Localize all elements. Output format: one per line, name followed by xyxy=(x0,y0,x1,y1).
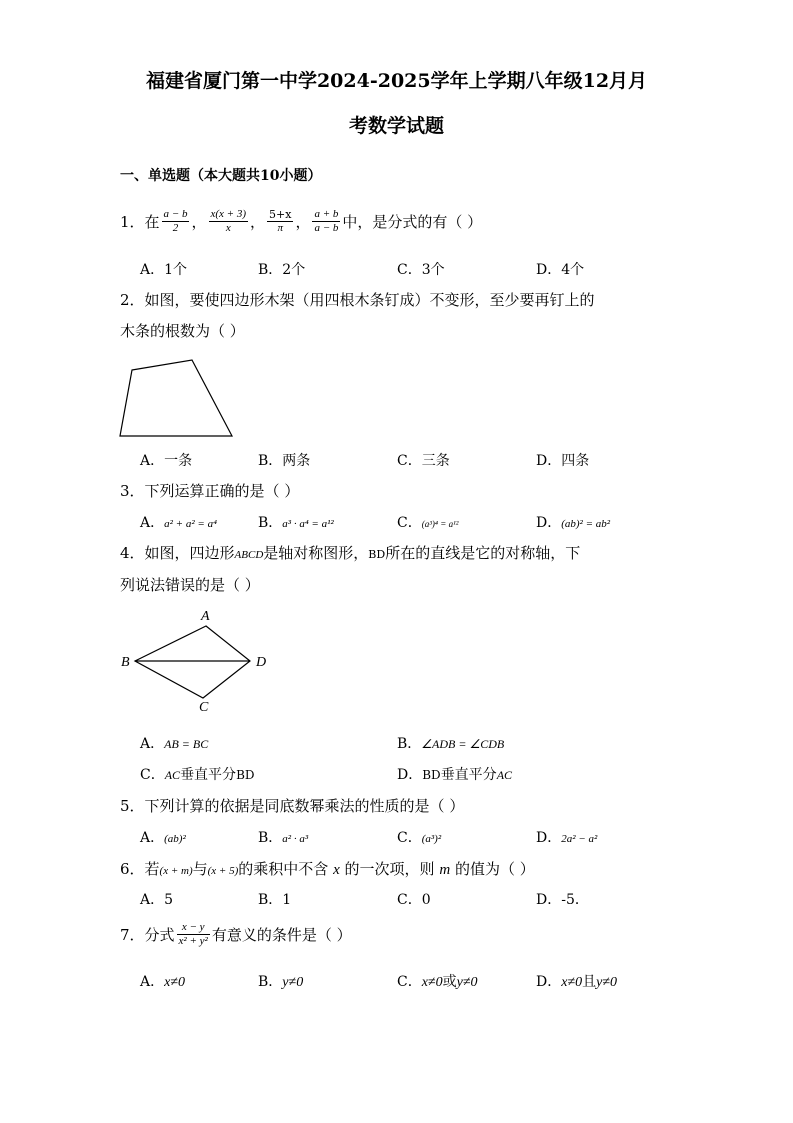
option-text: 或 xyxy=(442,974,457,990)
q4-text: 所在的直线是它的对称轴，下 xyxy=(385,544,581,562)
point-label-c: C xyxy=(199,700,209,715)
fraction-4-num: a + b xyxy=(314,208,339,220)
question-3: 3．下列运算正确的是（ ） xyxy=(120,482,300,500)
option-label: D． xyxy=(397,767,423,783)
q1-option-b: B．2个 xyxy=(258,262,306,278)
option-expr: (ab)² = ab² xyxy=(561,518,611,530)
fraction-2-num: x(x + 3) xyxy=(210,208,247,220)
q7-text: 7．分式 xyxy=(120,926,175,944)
option-expr: a² + a² = a⁴ xyxy=(164,518,217,530)
option-expr: BD xyxy=(422,768,441,782)
option-expr: AB = BC xyxy=(164,737,209,751)
separator: ， xyxy=(250,213,266,231)
fraction-4 xyxy=(312,208,340,235)
q4-bd: BD xyxy=(368,548,386,561)
q7-option-a xyxy=(140,971,185,991)
quadrilateral-shape xyxy=(120,360,232,436)
fraction-1 xyxy=(162,208,190,235)
q4-abcd: ABCD xyxy=(234,549,264,561)
q6-text: 的一次项，则 xyxy=(344,860,435,878)
question-6 xyxy=(120,858,535,879)
q6-text: 的乘积中不含 xyxy=(238,860,329,878)
q4-option-b xyxy=(397,733,504,753)
fraction-4-den: a − b xyxy=(314,222,339,234)
fraction-2 xyxy=(209,208,249,235)
fraction-1-num: a − b xyxy=(163,208,188,220)
q2-option-c: C．三条 xyxy=(397,453,450,469)
option-label: C． xyxy=(397,974,422,990)
fraction-3-den: π xyxy=(267,221,293,235)
q1-option-a: A．1个 xyxy=(140,262,188,278)
question-1-prefix: 1．在 xyxy=(120,213,160,231)
point-label-b: B xyxy=(121,655,130,670)
option-label: C． xyxy=(397,830,422,846)
option-label: A． xyxy=(140,974,165,990)
rhombus-shape xyxy=(135,626,250,698)
point-label-a: A xyxy=(201,609,210,624)
q7-text: 有意义的条件是（ ） xyxy=(211,926,352,944)
option-text: 且 xyxy=(582,974,597,990)
q3-option-c xyxy=(397,512,459,532)
q4-text: 4．如图，四边形 xyxy=(120,544,235,562)
option-expr: x≠0 xyxy=(421,975,443,990)
q4-option-d xyxy=(397,764,512,784)
option-label: C． xyxy=(140,767,165,783)
option-expr: (a³)² xyxy=(421,833,442,845)
q7-option-b xyxy=(258,971,303,991)
q4-option-c xyxy=(140,764,255,784)
option-label: B． xyxy=(258,515,283,531)
option-label: B． xyxy=(258,830,283,846)
q1-option-c: C．3个 xyxy=(397,262,445,278)
option-expr: x≠0 xyxy=(561,975,583,990)
q6-text: 的值为（ ） xyxy=(454,860,535,878)
question-4-line2: 列说法错误的是（ ） xyxy=(120,576,260,594)
q2-option-b: B．两条 xyxy=(258,453,311,469)
option-label: D． xyxy=(536,974,562,990)
q3-option-a xyxy=(140,512,217,532)
q2-option-d: D．四条 xyxy=(536,453,590,469)
fraction-3 xyxy=(267,208,293,235)
q4-text: 是轴对称图形， xyxy=(263,544,369,562)
option-expr: (ab)² xyxy=(164,833,186,845)
q5-option-b xyxy=(258,827,308,847)
option-expr: y≠0 xyxy=(456,975,478,990)
document-title-line2: 考数学试题 xyxy=(348,115,444,137)
q7-option-d xyxy=(536,971,617,991)
question-4-line1 xyxy=(120,542,580,563)
point-label-d: D xyxy=(256,655,267,670)
option-expr: y≠0 xyxy=(282,975,304,990)
section-heading: 一、单选题（本大题共10小题） xyxy=(120,168,322,184)
option-text: 垂直平分 xyxy=(440,767,497,783)
q2-option-a: A．一条 xyxy=(140,453,193,469)
quadrilateral-figure xyxy=(110,355,250,445)
option-label: D． xyxy=(536,830,562,846)
q5-option-a xyxy=(140,827,186,847)
document-title-line1: 福建省厦门第一中学2024-2025学年上学期八年级12月月 xyxy=(145,70,648,92)
option-expr: a³ · a⁴ = a¹² xyxy=(282,518,334,530)
fraction-1-den: 2 xyxy=(162,221,190,235)
q7-fraction xyxy=(177,921,210,948)
q5-option-d xyxy=(536,827,597,847)
option-expr: y≠0 xyxy=(596,975,618,990)
q3-option-d xyxy=(536,512,610,532)
option-label: B． xyxy=(258,974,283,990)
option-label: B． xyxy=(397,736,422,752)
q6-option-a: A．5 xyxy=(140,892,174,908)
fraction-2-den: x xyxy=(209,221,249,235)
option-expr: (a³)⁴ = a¹² xyxy=(421,519,459,529)
q1-option-d: D．4个 xyxy=(536,262,585,278)
option-label: A． xyxy=(140,830,165,846)
option-expr: ∠ADB = ∠CDB xyxy=(421,737,505,751)
q6-expr-1: (x + m) xyxy=(159,865,193,877)
separator: ， xyxy=(191,213,207,231)
q4-option-a xyxy=(140,733,208,753)
question-1 xyxy=(120,208,482,235)
question-7 xyxy=(120,921,352,948)
q6-var-x: x xyxy=(333,862,340,878)
q7-fraction-den: x² + y² xyxy=(178,935,208,947)
q7-option-c xyxy=(397,971,478,991)
question-1-tail: 中，是分式的有（ ） xyxy=(342,213,483,231)
option-label: D． xyxy=(536,515,562,531)
q6-var-m: m xyxy=(439,862,451,878)
option-expr: BD xyxy=(236,768,255,782)
q5-option-c xyxy=(397,827,441,847)
q6-option-c: C．0 xyxy=(397,892,431,908)
question-2-line2: 木条的根数为（ ） xyxy=(120,322,245,340)
q3-option-b xyxy=(258,512,334,532)
separator: ， xyxy=(295,213,311,231)
option-expr: AC xyxy=(496,768,513,782)
option-expr: a² · a³ xyxy=(282,833,309,845)
question-2-line1: 2．如图，要使四边形木架（用四根木条钉成）不变形，至少要再钉上的 xyxy=(120,291,595,309)
option-label: C． xyxy=(397,515,422,531)
q6-option-d: D．-5． xyxy=(536,892,589,908)
question-5: 5．下列计算的依据是同底数幂乘法的性质的是（ ） xyxy=(120,797,465,815)
option-label: A． xyxy=(140,736,165,752)
option-expr: 2a² − a² xyxy=(561,833,598,845)
fraction-3-num: 5+x xyxy=(269,208,292,221)
option-expr: AC xyxy=(164,768,181,782)
q6-text: 6．若 xyxy=(120,860,160,878)
rhombus-figure xyxy=(115,604,280,716)
q7-fraction-num: x − y xyxy=(181,921,205,933)
q6-expr-2: (x + 5) xyxy=(207,865,239,877)
q6-option-b: B．1 xyxy=(258,892,292,908)
option-expr: x≠0 xyxy=(164,975,186,990)
option-text: 垂直平分 xyxy=(180,767,237,783)
option-label: A． xyxy=(140,515,165,531)
q6-text: 与 xyxy=(192,860,208,878)
